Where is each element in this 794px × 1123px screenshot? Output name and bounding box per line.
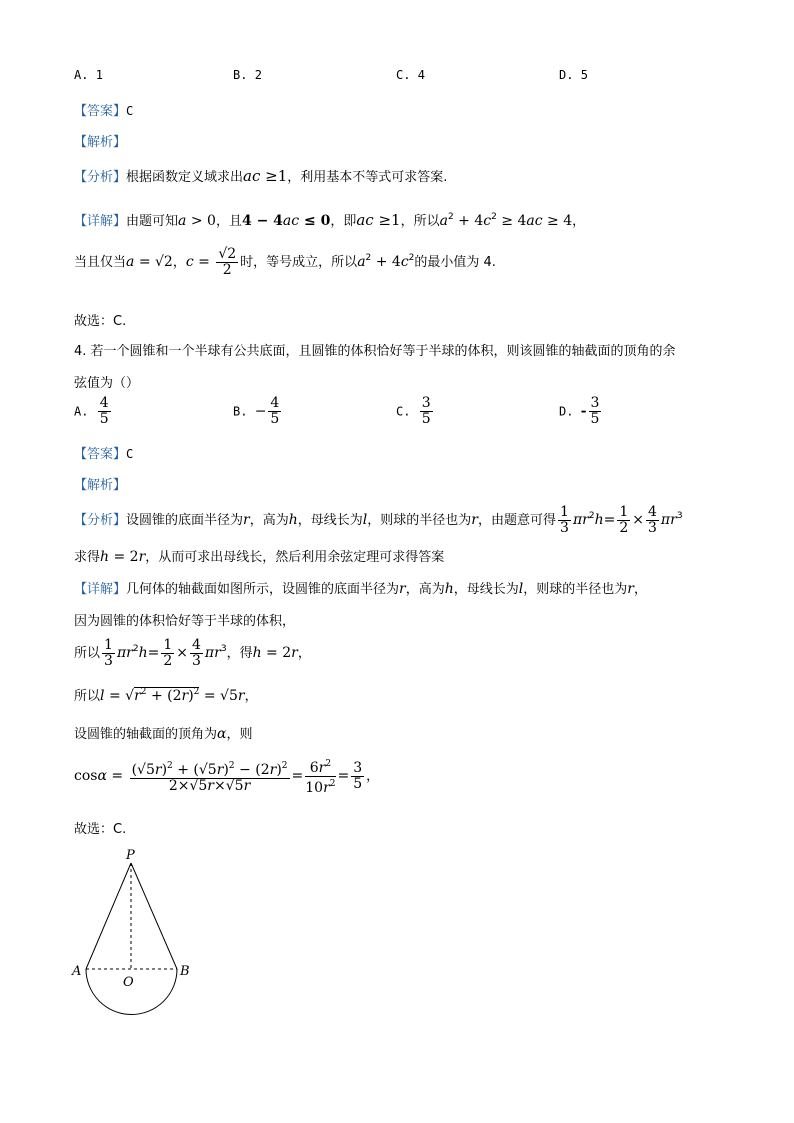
q3-equality-line: 当且仅当a = √2，c = $\frac{√2}{2}$ 时，等号成立，所以$a^2 + 4c^2$的最小值为 4.	[74, 246, 496, 278]
q4-volume-equation: 所以 $\frac{1}{3}$ $\pi r^2h=$ $\frac{1}{2}$ × $\frac{4}{3}$ $\pi r^3$，得h = 2r，	[74, 637, 311, 669]
label-b: B	[180, 964, 190, 979]
q3-fenxi: 【分析】根据函数定义域求出ac ≥1，利用基本不等式可求答案.	[74, 167, 448, 185]
slant-line-pa	[86, 863, 131, 969]
q4-angle-line: 设圆锥的轴截面的顶角为α，则	[74, 726, 253, 742]
q3-option-a: A. 1	[74, 68, 103, 82]
cone-hemisphere-figure	[60, 840, 220, 1030]
q4-option-b: B. − $\frac{4}{5}$	[233, 395, 280, 427]
q4-answer: 【答案】C	[74, 447, 134, 462]
q4-option-a: A. $\frac{4}{5}$	[74, 395, 109, 427]
slant-line-pb	[131, 863, 177, 969]
q4-choose: 故选：C.	[74, 822, 127, 837]
q4-analysis-tag: 【解析】	[74, 478, 127, 493]
q3-option-b: B. 2	[233, 68, 262, 82]
label-o: O	[123, 975, 134, 990]
q4-stem-line1: 4. 若一个圆锥和一个半球有公共底面，且圆锥的体积恰好等于半球的体积，则该圆锥的轴截面的顶角的余	[74, 344, 676, 359]
q3-choose: 故选：C.	[74, 314, 127, 329]
label-p: P	[126, 848, 135, 863]
q4-slant-length: 所以$l = √r^2 + (2r)^2 = √5r$，	[74, 687, 258, 704]
q3-xiangjie: 【详解】由题可知a > 0，且4 − 4ac ≤ 0，即ac ≥1，所以$a^2 + 4c^2 \ge 4ac \ge 4$，	[74, 211, 586, 229]
q4-fenxi-line2: 求得h = 2r，从而可求出母线长，然后利用余弦定理可求得答案	[74, 549, 445, 565]
q4-option-c: C. $\frac{3}{5}$	[396, 395, 431, 427]
q4-xiangjie: 【详解】几何体的轴截面如图所示，设圆锥的底面半径为r，高为h，母线长为l，则球的半径也为r，	[74, 581, 648, 597]
q3-option-c: C. 4	[396, 68, 425, 82]
label-a: A	[72, 964, 82, 979]
q4-cosine-formula: cosα = $\frac{(√5r)^2 + (√5r)^2 - (2r)^2}{2\times√5r\times√5r}$ = $\frac{6r^2}{10r^2}$ = $\frac{3}{5}$ ，	[74, 759, 380, 796]
q4-stem-line2: 弦值为（）	[74, 376, 140, 391]
q3-analysis-tag: 【解析】	[74, 135, 127, 150]
q3-option-d: D. 5	[559, 68, 588, 82]
q4-fenxi: 【分析】设圆锥的底面半径为r，高为h，母线长为l，则球的半径也为r，由题意可得 $\frac{1}{3}$ $\pi r^2h=$ $\frac{1}{2}$ × $\frac{4}{3}$ $\pi r^3$	[74, 504, 683, 536]
q4-option-d: D. - $\frac{3}{5}$	[559, 395, 600, 427]
q3-answer: 【答案】C	[74, 104, 134, 119]
q4-xiangjie-line2: 因为圆锥的体积恰好等于半球的体积，	[74, 614, 296, 629]
